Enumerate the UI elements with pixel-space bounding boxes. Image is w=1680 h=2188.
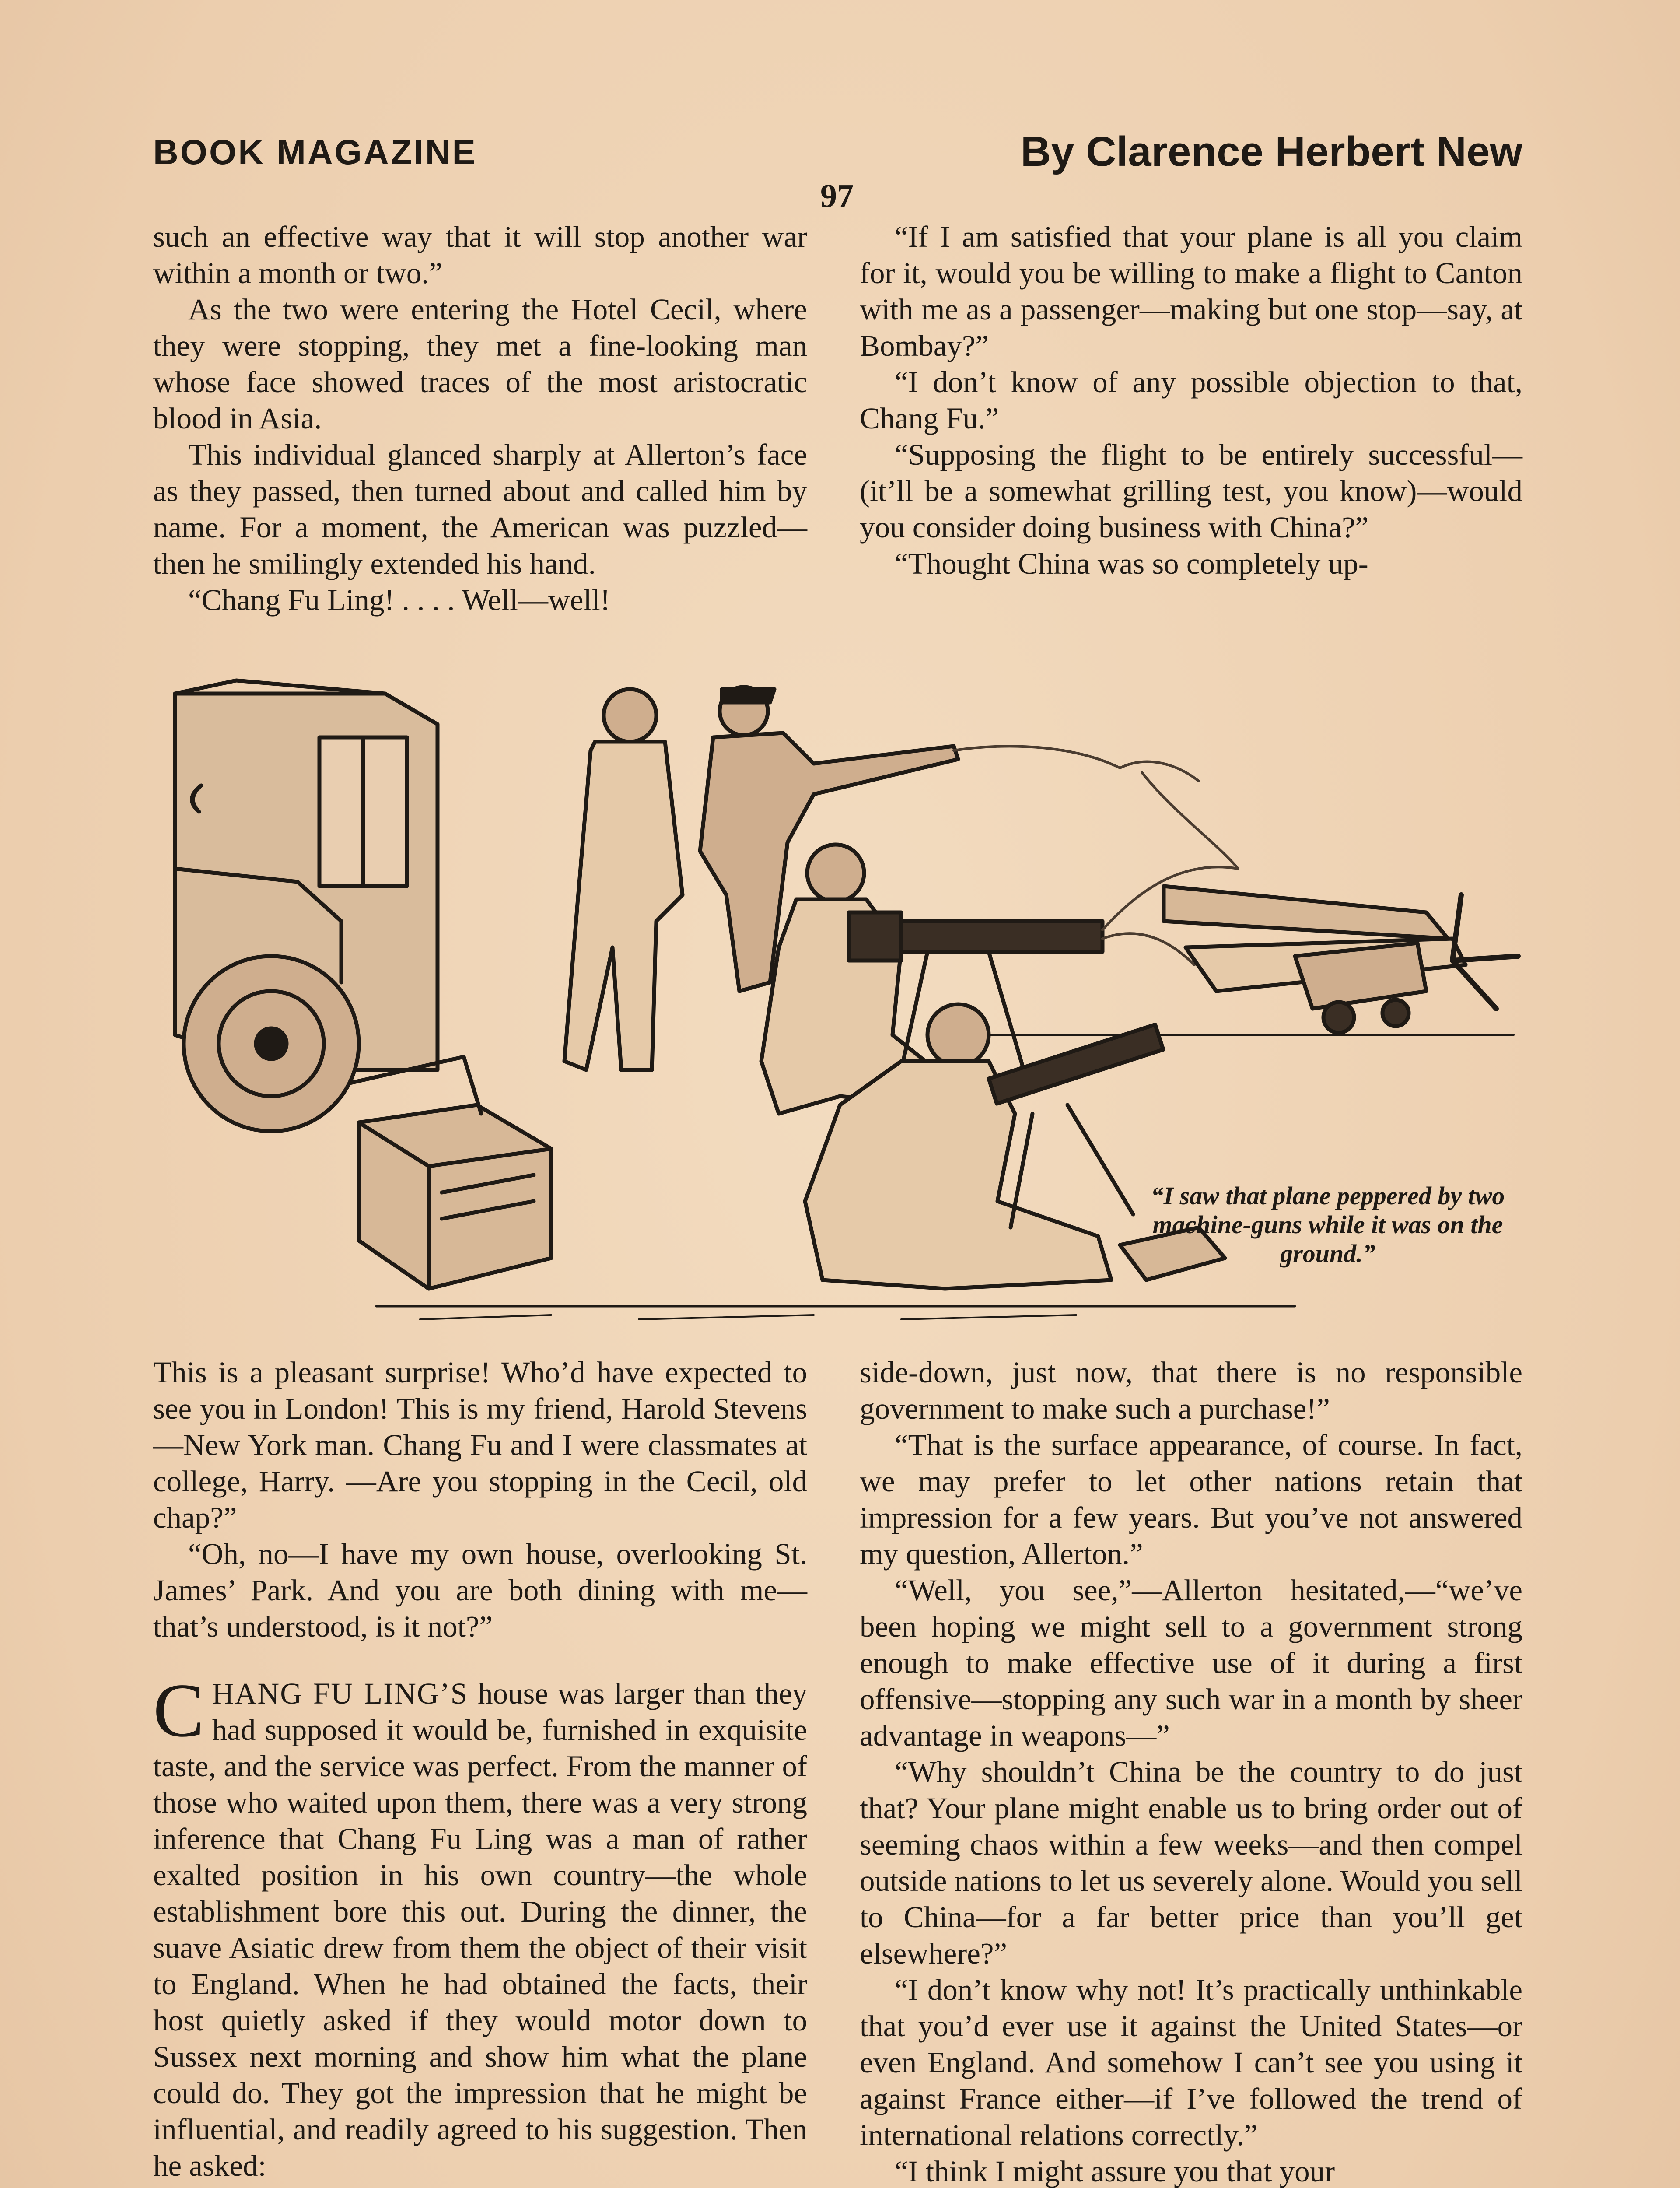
- paragraph: “Chang Fu Ling! . . . . Well—well!: [188, 583, 610, 617]
- page-number: 97: [820, 178, 854, 214]
- lead-in-caps: HANG FU LING’S: [212, 1677, 469, 1710]
- paragraph: such an effective way that it will stop another war within a month or two.”: [153, 220, 807, 290]
- paragraph: “Well, you see,”—Allerton hesitated,—“we’ve been hoping we might sell to a government strong enough to make effective use of it during a first offensive—stopping any such war in a month by sheer advantage in weapons—”: [860, 1574, 1522, 1752]
- paragraph: “Supposing the flight to be entirely successful—(it’ll be a somewhat grilling test, you know)—would you consider doing business with China?”: [860, 438, 1522, 544]
- illustration-caption: “I saw that plane peppered by two machine-guns while it was on the ground.”: [1151, 1182, 1505, 1268]
- section-text: house was larger than they had supposed it would be, furnished in exquisite taste, and the service was perfect. From the manner of those who waited upon them, there was a very strong inference that Chang Fu Ling was a man of rather exalted position in his own country—the whole establishment bore this out. During the dinner, the suave Asiatic drew from them the object of their visit to England. When he had obtained the facts, their host quietly asked if they would motor down to Sussex next morning and show him what the plane could do. They got the impression that he might be influential, and readily agreed to his suggestion. Then he asked:: [153, 1677, 807, 2182]
- author-byline: By Clarence Herbert New: [1020, 128, 1522, 175]
- column-right-bottom: [860, 1354, 1522, 2188]
- paragraph: “That is the surface appearance, of course. In fact, we may prefer to let other nations retain that impression for a few years. But you’ve not answered my question, Allerton.”: [860, 1428, 1522, 1571]
- paragraph: “I don’t know of any possible objection to that, Chang Fu.”: [860, 365, 1522, 435]
- section-paragraph: [153, 1668, 807, 2184]
- running-header: [153, 128, 1522, 180]
- paragraph: “Why shouldn’t China be the country to do just that? Your plane might enable us to bring order out of seeming chaos within a few weeks—and then compel outside nations to let us severely alone. Would you sell to China—for a far better price than you’ll get elsewhere?”: [860, 1755, 1522, 1970]
- paragraph: “Thought China was so completely up-: [895, 547, 1368, 580]
- magazine-title: BOOK MAGAZINE: [153, 133, 477, 172]
- paragraph: “If I am satisfied that your plane is all you claim for it, would you be willing to make a flight to Canton with me as a passenger—making but one stop—say, at Bombay?”: [860, 220, 1522, 362]
- paragraph: “I don’t know why not! It’s practically unthinkable that you’d ever use it against the United States—or even England. And somehow I can’t see you using it against France either—if I’ve followed the trend of international relations correctly.”: [860, 1973, 1522, 2152]
- paragraph: side-down, just now, that there is no responsible government to make such a purchase!”: [860, 1356, 1522, 1425]
- column-left-top: [153, 219, 807, 618]
- column-right-top: [860, 219, 1522, 582]
- paragraph: As the two were entering the Hotel Cecil, where they were stopping, they met a fine-looking man whose face showed traces of the most aristocratic blood in Asia.: [153, 293, 807, 435]
- drop-cap: C: [153, 1668, 204, 1753]
- paragraph: This individual glanced sharply at Allerton’s face as they passed, then turned about and called him by name. For a moment, the American was puzzled—then he smilingly extended his hand.: [153, 438, 807, 580]
- paragraph: “Oh, no—I have my own house, overlooking St. James’ Park. And you are both dining with me—that’s understood, is it not?”: [153, 1537, 807, 1643]
- paragraph: This is a pleasant surprise! Who’d have expected to see you in London! This is my friend, Harold Stevens—New York man. Chang Fu and I were classmates at college, Harry. —Are you stopping in the Cecil, old chap?”: [153, 1356, 807, 1534]
- column-left-bottom: [153, 1354, 807, 2184]
- paragraph: “I think I might assure you that your: [895, 2155, 1335, 2188]
